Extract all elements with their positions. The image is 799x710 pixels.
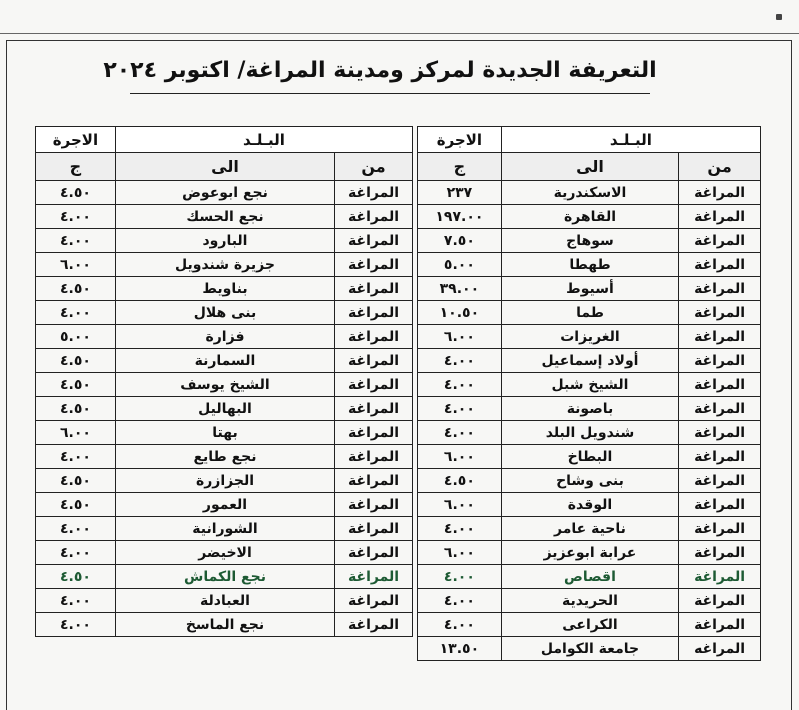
table-row — [36, 445, 413, 469]
table-row — [36, 277, 413, 301]
cell-fare: ٤.٠٠ — [36, 613, 116, 637]
cell-to: نجع ابوعوض — [115, 181, 334, 205]
cell-from: المراغة — [679, 541, 761, 565]
table-row — [36, 301, 413, 325]
cell-from: المراغة — [679, 397, 761, 421]
cell-to: الوقدة — [501, 493, 678, 517]
cell-from: المراغة — [335, 469, 413, 493]
header-balad: البـلـد — [501, 127, 760, 153]
cell-from: المراغة — [679, 349, 761, 373]
cell-to: جامعة الكوامل — [501, 637, 678, 661]
cell-from: المراغة — [679, 301, 761, 325]
table-row — [418, 493, 761, 517]
table-row — [36, 229, 413, 253]
table-row — [418, 637, 761, 661]
cell-to: الاسكندرية — [501, 181, 678, 205]
cell-fare: ٢٣٧ — [418, 181, 502, 205]
cell-from: المراغة — [335, 445, 413, 469]
table-row — [418, 397, 761, 421]
cell-fare: ٤.٠٠ — [418, 349, 502, 373]
cell-to: سوهاج — [501, 229, 678, 253]
cell-to: القاهرة — [501, 205, 678, 229]
cell-fare: ٦.٠٠ — [418, 541, 502, 565]
header-fare: الاجرة — [36, 127, 116, 153]
cell-fare: ٧.٥٠ — [418, 229, 502, 253]
cell-to: نجع الحسك — [115, 205, 334, 229]
fare-table-right — [417, 126, 761, 661]
cell-to: جزيرة شندويل — [115, 253, 334, 277]
table-row — [418, 373, 761, 397]
cell-fare: ٤.٠٠ — [36, 541, 116, 565]
table-row — [418, 589, 761, 613]
cell-from: المراغة — [679, 565, 761, 589]
header-currency: ج — [418, 153, 502, 181]
cell-to: أولاد إسماعيل — [501, 349, 678, 373]
table-row — [36, 517, 413, 541]
cell-to: البطاخ — [501, 445, 678, 469]
header-row-top — [36, 127, 413, 153]
cell-from: المراغة — [335, 325, 413, 349]
header-from: من — [335, 153, 413, 181]
cell-from: المراغه — [679, 637, 761, 661]
cell-to: بنى وشاح — [501, 469, 678, 493]
cell-fare: ٤.٥٠ — [36, 493, 116, 517]
table-row — [36, 565, 413, 589]
cell-from: المراغة — [679, 205, 761, 229]
table-row — [36, 325, 413, 349]
cell-from: المراغة — [679, 613, 761, 637]
cell-from: المراغة — [335, 253, 413, 277]
cell-to: الشورانية — [115, 517, 334, 541]
table-row — [36, 493, 413, 517]
cell-fare: ١٩٧.٠٠ — [418, 205, 502, 229]
cell-to: أسيوط — [501, 277, 678, 301]
cell-to: بناويط — [115, 277, 334, 301]
cell-fare: ٦.٠٠ — [418, 493, 502, 517]
cell-from: المراغة — [335, 589, 413, 613]
table-row — [36, 421, 413, 445]
cell-fare: ٦.٠٠ — [418, 445, 502, 469]
cell-to: نجع الماسخ — [115, 613, 334, 637]
table-row — [36, 469, 413, 493]
header-to: الى — [115, 153, 334, 181]
cell-fare: ٦.٠٠ — [418, 325, 502, 349]
cell-from: المراغة — [335, 397, 413, 421]
cell-fare: ٤.٥٠ — [36, 373, 116, 397]
cell-from: المراغة — [679, 421, 761, 445]
table-row — [36, 349, 413, 373]
cell-to: البهاليل — [115, 397, 334, 421]
cell-to: الحريدية — [501, 589, 678, 613]
cell-from: المراغة — [679, 469, 761, 493]
table-row — [418, 421, 761, 445]
cell-to: الشيخ يوسف — [115, 373, 334, 397]
cell-fare: ٤.٠٠ — [36, 517, 116, 541]
table-row — [418, 229, 761, 253]
table-row — [36, 397, 413, 421]
cell-fare: ٦.٠٠ — [36, 253, 116, 277]
cell-from: المراغة — [679, 181, 761, 205]
table-row — [36, 589, 413, 613]
cell-from: المراغة — [679, 277, 761, 301]
cell-to: بهتا — [115, 421, 334, 445]
table-row — [418, 349, 761, 373]
cell-to: السمارنة — [115, 349, 334, 373]
cell-to: الشيخ شبل — [501, 373, 678, 397]
table-row — [36, 253, 413, 277]
cell-to: طهطا — [501, 253, 678, 277]
title-underline — [130, 93, 650, 94]
cell-from: المراغة — [335, 301, 413, 325]
cell-to: فزارة — [115, 325, 334, 349]
table-row — [36, 613, 413, 637]
table-row — [418, 445, 761, 469]
cell-fare: ٤.٠٠ — [36, 301, 116, 325]
cell-from: المراغة — [679, 253, 761, 277]
cell-fare: ٤.٠٠ — [418, 373, 502, 397]
cell-to: شندويل البلد — [501, 421, 678, 445]
cell-to: العبادلة — [115, 589, 334, 613]
table-row — [36, 205, 413, 229]
cell-from: المراغة — [679, 493, 761, 517]
cell-to: ناحية عامر — [501, 517, 678, 541]
cell-to: الاخيضر — [115, 541, 334, 565]
header-fare: الاجرة — [418, 127, 502, 153]
cell-from: المراغة — [335, 277, 413, 301]
cell-from: المراغة — [335, 373, 413, 397]
cell-fare: ٤.٥٠ — [36, 397, 116, 421]
cell-fare: ٤.٥٠ — [418, 469, 502, 493]
cell-fare: ٣٩.٠٠ — [418, 277, 502, 301]
cell-fare: ١٠.٥٠ — [418, 301, 502, 325]
table-row — [418, 565, 761, 589]
table-row — [418, 253, 761, 277]
header-currency: ج — [36, 153, 116, 181]
header-row-sub — [36, 153, 413, 181]
cell-to: باصونة — [501, 397, 678, 421]
cell-fare: ٤.٠٠ — [418, 613, 502, 637]
fare-table-left — [35, 126, 413, 637]
table-row — [418, 301, 761, 325]
page-title: التعريفة الجديدة لمركز ومدينة المراغة/ اكتوبر ٢٠٢٤ — [103, 58, 657, 83]
cell-fare: ٦.٠٠ — [36, 421, 116, 445]
cell-to: اقصاص — [501, 565, 678, 589]
cell-from: المراغة — [679, 373, 761, 397]
cell-fare: ٤.٥٠ — [36, 181, 116, 205]
cell-from: المراغة — [679, 229, 761, 253]
header-row-sub — [418, 153, 761, 181]
cell-fare: ٥.٠٠ — [36, 325, 116, 349]
cell-from: المراغة — [335, 565, 413, 589]
table-row — [36, 181, 413, 205]
cell-from: المراغة — [679, 517, 761, 541]
cell-fare: ٤.٠٠ — [36, 589, 116, 613]
header-row-top — [418, 127, 761, 153]
table-row — [418, 469, 761, 493]
table-row — [418, 517, 761, 541]
cell-from: المراغة — [335, 229, 413, 253]
cell-fare: ٤.٠٠ — [36, 229, 116, 253]
cell-from: المراغة — [335, 181, 413, 205]
cell-fare: ٤.٠٠ — [418, 397, 502, 421]
cell-from: المراغة — [335, 205, 413, 229]
table-row — [418, 205, 761, 229]
cell-from: المراغة — [679, 325, 761, 349]
cell-to: العمور — [115, 493, 334, 517]
cell-fare: ٤.٥٠ — [36, 349, 116, 373]
cell-from: المراغة — [335, 493, 413, 517]
cell-fare: ٤.٥٠ — [36, 277, 116, 301]
cell-to: بنى هلال — [115, 301, 334, 325]
cell-fare: ٤.٠٠ — [418, 565, 502, 589]
cell-fare: ٤.٠٠ — [418, 589, 502, 613]
cell-from: المراغة — [679, 589, 761, 613]
cell-from: المراغة — [335, 517, 413, 541]
header-to: الى — [501, 153, 678, 181]
cell-fare: ٤.٥٠ — [36, 469, 116, 493]
cell-fare: ٤.٠٠ — [36, 205, 116, 229]
cell-fare: ١٣.٥٠ — [418, 637, 502, 661]
table-row — [418, 181, 761, 205]
cell-to: نجع الكماش — [115, 565, 334, 589]
cell-fare: ٤.٠٠ — [418, 517, 502, 541]
cell-fare: ٥.٠٠ — [418, 253, 502, 277]
cell-to: طما — [501, 301, 678, 325]
header-balad: البـلـد — [115, 127, 412, 153]
table-row — [36, 541, 413, 565]
cell-from: المراغة — [679, 445, 761, 469]
cell-fare: ٤.٠٠ — [418, 421, 502, 445]
cell-to: البارود — [115, 229, 334, 253]
cell-to: الكراعى — [501, 613, 678, 637]
cell-to: نجع طايع — [115, 445, 334, 469]
cell-from: المراغة — [335, 541, 413, 565]
table-row — [418, 541, 761, 565]
top-rule — [0, 33, 799, 34]
table-row — [36, 373, 413, 397]
cell-to: عرابة ابوعزيز — [501, 541, 678, 565]
corner-mark — [776, 14, 782, 20]
cell-from: المراغة — [335, 613, 413, 637]
table-row — [418, 613, 761, 637]
cell-from: المراغة — [335, 421, 413, 445]
header-from: من — [679, 153, 761, 181]
cell-to: الجزازرة — [115, 469, 334, 493]
table-row — [418, 277, 761, 301]
cell-fare: ٤.٠٠ — [36, 445, 116, 469]
cell-to: الغريزات — [501, 325, 678, 349]
cell-fare: ٤.٥٠ — [36, 565, 116, 589]
cell-from: المراغة — [335, 349, 413, 373]
table-row — [418, 325, 761, 349]
